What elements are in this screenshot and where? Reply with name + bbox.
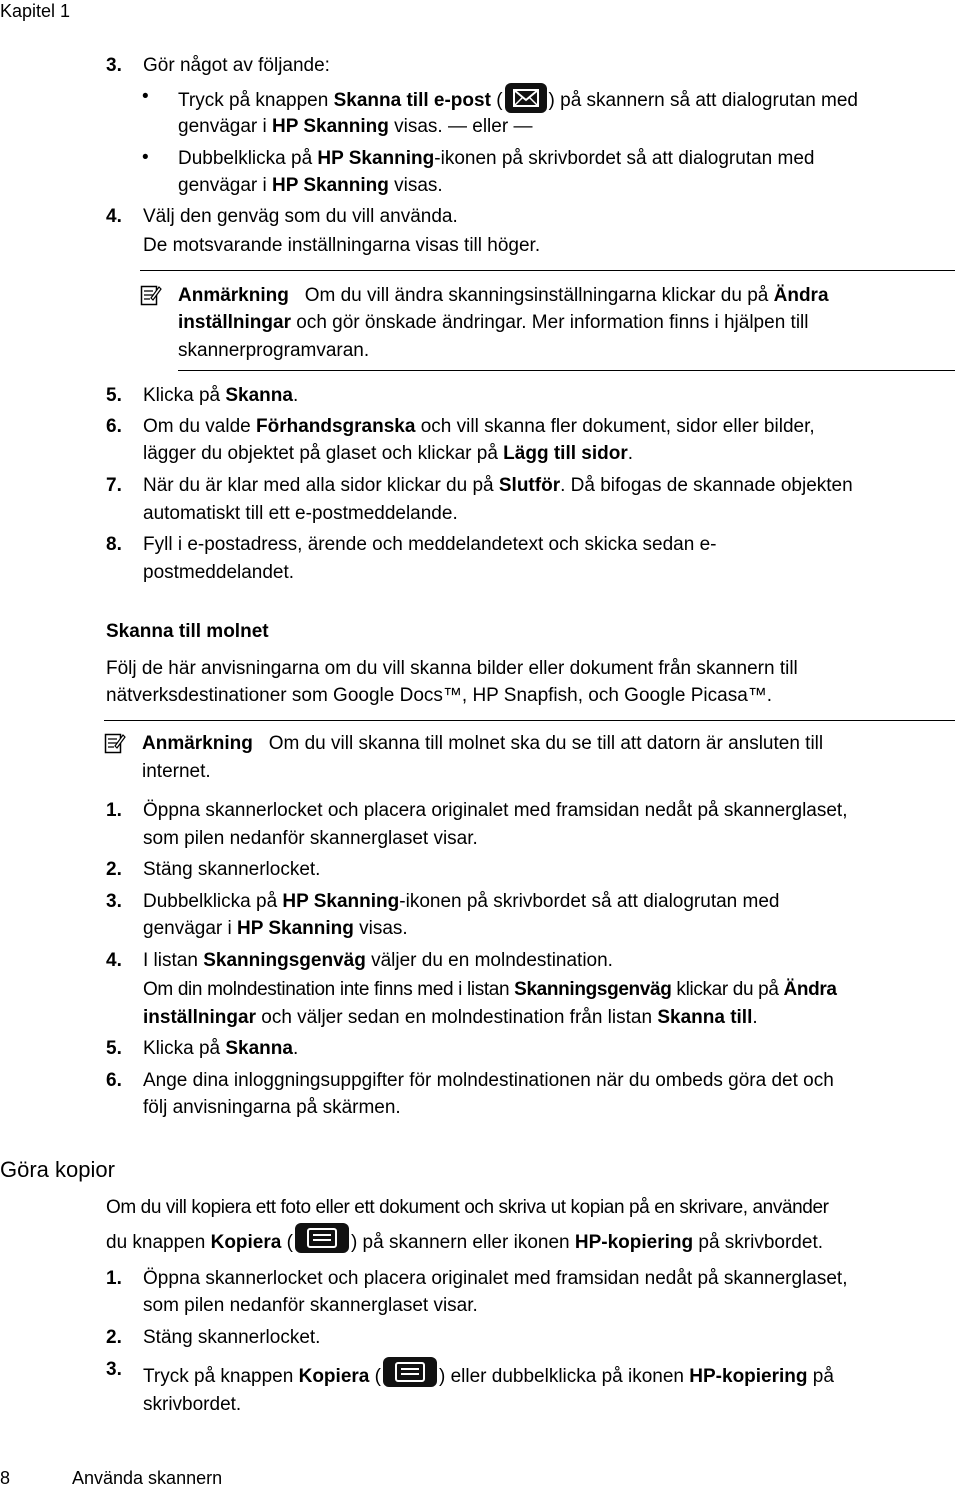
page-number: 8 (0, 1468, 11, 1488)
step-text: De motsvarande inställningarna visas till höger. (143, 235, 541, 256)
copy-button-icon (295, 1223, 349, 1253)
note-label: Anmärkning (142, 733, 253, 754)
step-text: Klicka på Skanna. (143, 1038, 299, 1059)
step-text: lägger du objektet på glaset och klickar på Lägg till sidor. (143, 443, 634, 464)
step-number: 5. (106, 385, 122, 406)
step-text: automatiskt till ett e-postmeddelande. (143, 503, 458, 524)
bullet1-line2: genvägar i HP Skanning visas. — eller — (178, 116, 533, 137)
step-text: Tryck på knappen Kopiera ( ) eller dubbelklicka på ikonen HP-kopiering på (143, 1366, 834, 1388)
note-icon (104, 731, 126, 755)
step-number: 6. (106, 1070, 122, 1091)
email-button-icon (505, 83, 547, 113)
step-text: som pilen nedanför skannerglaset visar. (143, 1295, 478, 1316)
step-text: I listan Skanningsgenväg väljer du en molndestination. (143, 950, 613, 971)
step-text: Om du valde Förhandsgranska och vill skanna fler dokument, sidor eller bilder, (143, 416, 815, 437)
note-line2: internet. (142, 761, 211, 782)
note-label: Anmärkning (178, 285, 289, 306)
step-text: Öppna skannerlocket och placera originalet med framsidan nedåt på skannerglaset, (143, 1268, 848, 1289)
bullet-dot: • (142, 147, 149, 168)
step-number: 1. (106, 800, 122, 821)
step-text: Om din molndestination inte finns med i listan Skanningsgenväg klickar du på Ändra (143, 979, 837, 1000)
step-text: Klicka på Skanna. (143, 385, 299, 406)
paragraph: Följ de här anvisningarna om du vill skanna bilder eller dokument från skannern till (106, 658, 798, 679)
step-text: När du är klar med alla sidor klickar du på Slutför. Då bifogas de skannade objekten (143, 475, 853, 496)
step-text: Ange dina inloggningsuppgifter för molndestinationen när du ombeds göra det och (143, 1070, 834, 1091)
step-number: 1. (106, 1268, 122, 1289)
step-number: 2. (106, 1327, 122, 1348)
step-number: 7. (106, 475, 122, 496)
step-text: inställningar och väljer sedan en molndestination från listan Skanna till. (143, 1007, 758, 1028)
step-text: Stäng skannerlocket. (143, 1327, 321, 1348)
section-heading: Göra kopior (0, 1157, 115, 1182)
note-line1: Anmärkning Om du vill skanna till molnet ska du se till att datorn är ansluten till (142, 733, 824, 754)
step-text: Öppna skannerlocket och placera originalet med framsidan nedåt på skannerglaset, (143, 800, 848, 821)
chapter-header: Kapitel 1 (0, 1, 71, 21)
step-number: 4. (106, 206, 122, 227)
paragraph: du knappen Kopiera ( ) på skannern eller ikonen HP-kopiering på skrivbordet. (106, 1232, 823, 1254)
paragraph: Om du vill kopiera ett foto eller ett dokument och skriva ut kopian på en skrivare, använder (106, 1197, 829, 1218)
step-number: 6. (106, 416, 122, 437)
bullet2-line2: genvägar i HP Skanning visas. (178, 175, 443, 196)
bullet2-line1: Dubbelklicka på HP Skanning-ikonen på skrivbordet så att dialogrutan med (178, 148, 815, 169)
step-text: Fyll i e-postadress, ärende och meddelandetext och skicka sedan e- (143, 534, 717, 555)
section-heading: Skanna till molnet (106, 621, 269, 642)
copy-button-icon (383, 1357, 437, 1387)
step-text: Gör något av följande: (143, 55, 330, 76)
note-line1: Anmärkning Om du vill ändra skanningsinställningarna klickar du på Ändra (178, 285, 829, 306)
bullet1-line1: Tryck på knappen Skanna till e-post ( ) på skannern så att dialogrutan med (178, 89, 858, 113)
step-text: postmeddelandet. (143, 562, 295, 583)
step-text: Välj den genväg som du vill använda. (143, 206, 458, 227)
note-rule-top (140, 270, 955, 271)
step-text: Stäng skannerlocket. (143, 859, 321, 880)
step-text: följ anvisningarna på skärmen. (143, 1097, 401, 1118)
step-number: 3. (106, 1359, 122, 1380)
bullet-dot: • (142, 86, 149, 107)
step-text: skrivbordet. (143, 1394, 242, 1415)
note-rule-bottom (178, 370, 955, 371)
footer-section: Använda skannern (72, 1468, 223, 1488)
step-number: 2. (106, 859, 122, 880)
step-text: genvägar i HP Skanning visas. (143, 918, 408, 939)
step-number: 4. (106, 950, 122, 971)
step-number: 8. (106, 534, 122, 555)
step-number: 3. (106, 55, 122, 76)
note-line2: inställningar och gör önskade ändringar. Mer information finns i hjälpen till (178, 312, 809, 333)
paragraph: nätverksdestinationer som Google Docs™, HP Snapfish, och Google Picasa™. (106, 685, 773, 706)
step-number: 3. (106, 891, 122, 912)
note-line3: skannerprogramvaran. (178, 340, 370, 361)
step-text: som pilen nedanför skannerglaset visar. (143, 828, 478, 849)
note-icon (140, 283, 162, 307)
note-rule-top (104, 720, 955, 721)
step-text: Dubbelklicka på HP Skanning-ikonen på skrivbordet så att dialogrutan med (143, 891, 780, 912)
step-number: 5. (106, 1038, 122, 1059)
